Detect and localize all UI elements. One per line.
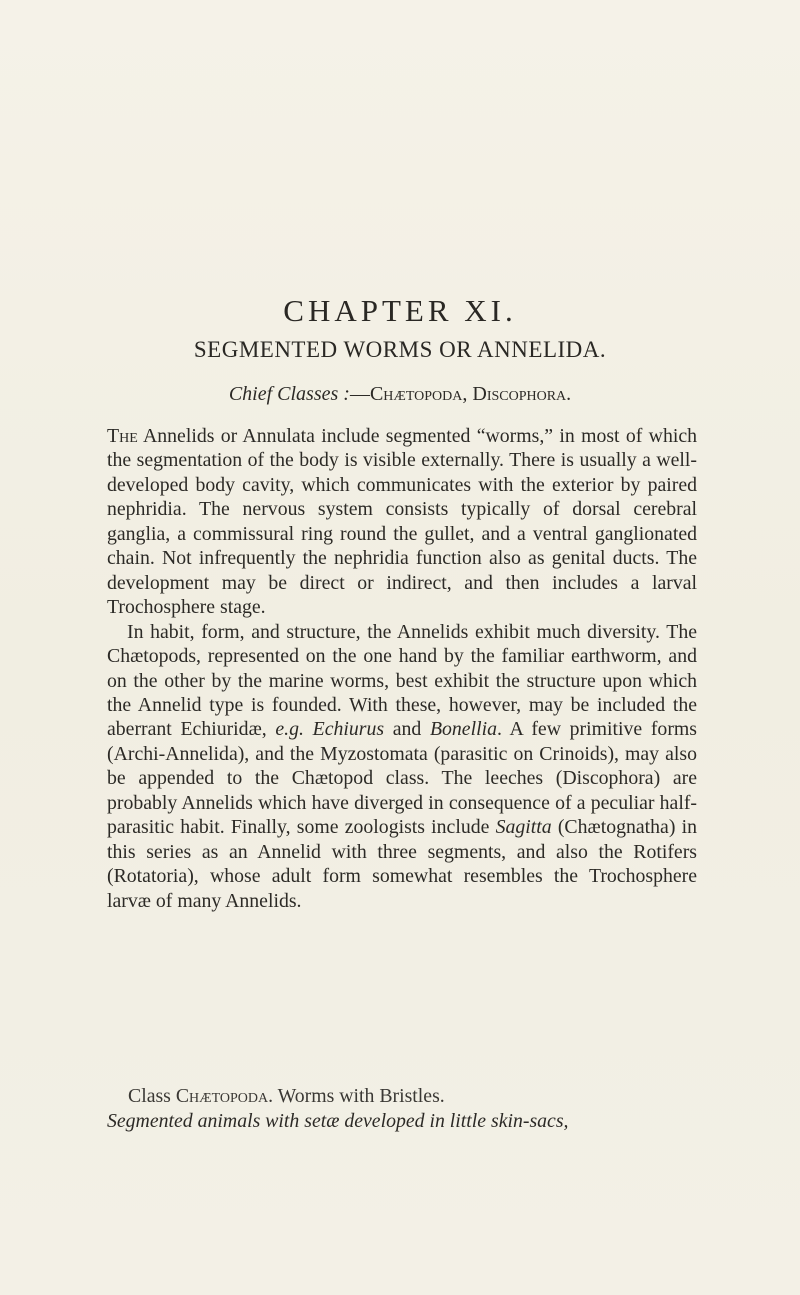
abbreviation-eg: e.g.	[275, 718, 304, 741]
chapter-heading: CHAPTER XI.	[283, 293, 517, 328]
class-heading	[128, 1085, 698, 1108]
chief-classes-label: Chief Classes :	[228, 383, 350, 405]
paragraph-diversity-and: and	[384, 718, 430, 741]
genus-bonellia: Bonellia	[429, 718, 497, 741]
genus-echiurus: Echiurus	[312, 718, 385, 741]
genus-sagitta: Sagitta	[495, 816, 552, 839]
class-heading-suffix: . Worms with Bristles.	[268, 1085, 445, 1107]
chief-classes-separator: ,	[462, 383, 473, 405]
paragraph-introduction-text: Annelids or Annulata include segmented “worms,” in most of which the segmentation of the body is visible externally. There is usually a well-developed body cavity, which communicates with the exterior by paired nephridia. The nervous system consists typically of dorsal cerebral ganglia, a commissural ring round the gullet, and a ventral ganglionated chain. Not infrequently the nephridia function also as genital ducts. The development may be direct or indirect, and then includes a larval Trochosphere stage.	[107, 425, 697, 619]
class-heading-name: Chætopoda	[175, 1085, 269, 1107]
chief-classes-end: .	[566, 383, 572, 405]
paragraph-diversity-part-1: In habit, form, and structure, the Annelids exhibit much diversity. The Chætopods, represented on the one hand by the familiar earthworm, and on the other by the marine worms, best exhibit the structure upon which the Annelid type is founded. With these, however, may be included the aberrant Echiuridæ,	[107, 620, 697, 741]
section-title: SEGMENTED WORMS OR ANNELIDA.	[193, 337, 607, 362]
class-name-chaetopoda: Chætopoda	[369, 383, 463, 405]
body-text	[107, 424, 697, 913]
class-name-discophora: Discophora	[472, 383, 567, 405]
class-heading-prefix: Class	[128, 1085, 176, 1107]
paragraph-lead-word: The	[107, 425, 138, 447]
paragraph-diversity	[107, 620, 697, 913]
paragraph-diversity-gap	[304, 718, 313, 740]
chief-classes-dash: —	[349, 383, 370, 405]
paragraph-introduction	[107, 424, 697, 620]
paragraph-diversity-part-2: . A few primitive forms (Archi-Annelida), and the Myzostomata (parasitic on Crinoids), may also be appended to the Chætopod class. The leeches (Discophora) are probably Annelids which have diverged in consequence of a peculiar half-parasitic habit. Finally, some zoologists include	[107, 718, 697, 839]
chief-classes-line	[0, 383, 800, 406]
class-description: Segmented animals with setæ developed in little skin-sacs,	[107, 1110, 569, 1132]
paragraph-diversity-part-3: (Chætognatha) in this series as an Annelid with three segments, and also the Rotifers (Rotatoria), whose adult form somewhat resembles the Trochosphere larvæ of many Annelids.	[107, 816, 697, 912]
